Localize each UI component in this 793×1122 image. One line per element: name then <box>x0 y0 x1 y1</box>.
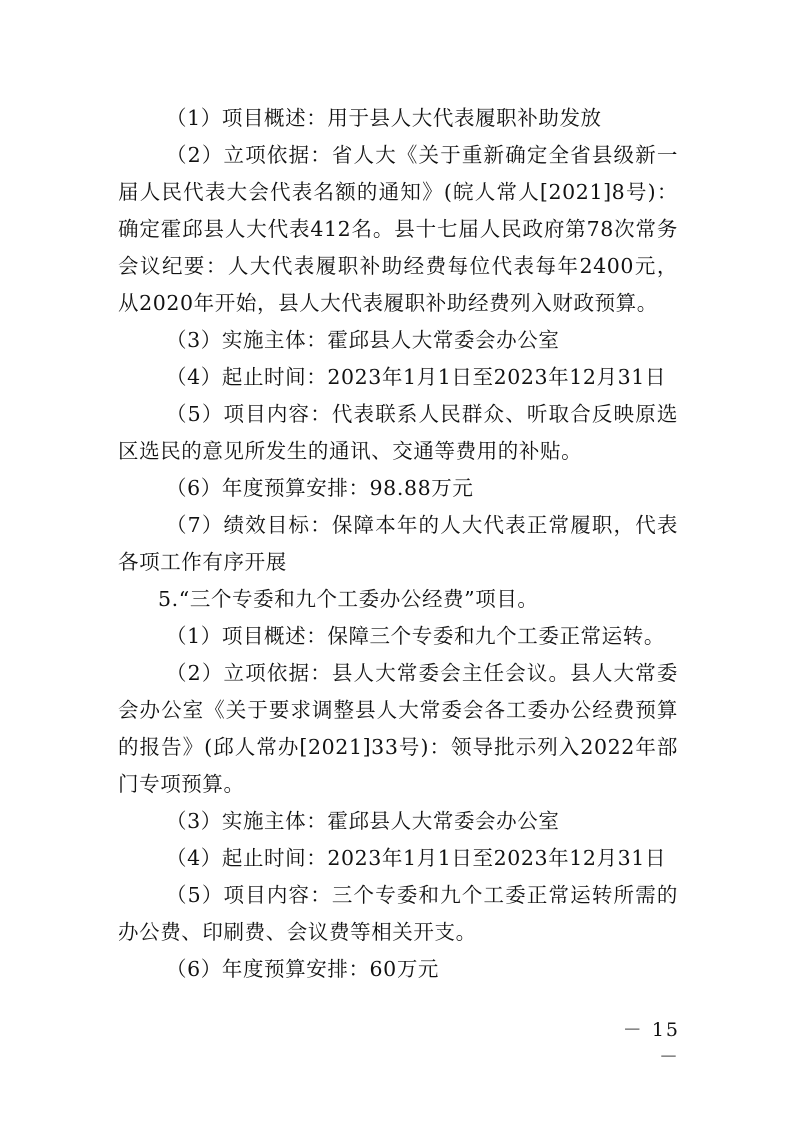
paragraph-time-period: （4）起止时间：2023年1月1日至2023年12月31日 <box>166 365 667 389</box>
paragraph-performance-goal: （7）绩效目标：保障本年的人大代表正常履职，代表各项工作有序开展 <box>118 513 678 574</box>
paragraph-annual-budget-2: （6）年度预算安排：60万元 <box>166 957 440 981</box>
paragraph-implementing-entity-2: （3）实施主体：霍邱县人大常委会办公室 <box>166 809 560 833</box>
paragraph-project-content-2: （5）项目内容：三个专委和九个工委正常运转所需的办公费、印刷费、会议费等相关开支。 <box>118 883 678 944</box>
paragraph-annual-budget: （6）年度预算安排：98.88万元 <box>166 476 474 500</box>
section-heading-item-5: 5.“三个专委和九个工委办公经费”项目。 <box>158 587 539 611</box>
paragraph-project-basis: （2）立项依据：省人大《关于重新确定全省县级新一届人民代表大会代表名额的通知》(皖人常人[2021]8号)：确定霍邱县人大代表412名。县十七届人民政府第78次常务会议纪要：人大代表履职补助经费每位代表每年2400元，从2020年开始，县人大代表履职补助经费列入财政预算。 <box>118 143 678 315</box>
paragraph-project-overview: （1）项目概述：用于县人大代表履职补助发放 <box>166 106 602 130</box>
paragraph-project-content: （5）项目内容：代表联系人民群众、听取合反映原选区选民的意见所发生的通讯、交通等费用的补贴。 <box>118 402 678 463</box>
paragraph-project-overview-2: （1）项目概述：保障三个专委和九个工委正常运转。 <box>166 624 665 648</box>
page-number: － 15 － <box>622 1019 680 1068</box>
paragraph-project-basis-2: （2）立项依据：县人大常委会主任会议。县人大常委会办公室《关于要求调整县人大常委会各工委办公经费预算的报告》(邱人常办[2021]33号)：领导批示列入2022年部门专项预算。 <box>118 661 678 796</box>
paragraph-time-period-2: （4）起止时间：2023年1月1日至2023年12月31日 <box>166 846 667 870</box>
paragraph-implementing-entity: （3）实施主体：霍邱县人大常委会办公室 <box>166 328 560 352</box>
